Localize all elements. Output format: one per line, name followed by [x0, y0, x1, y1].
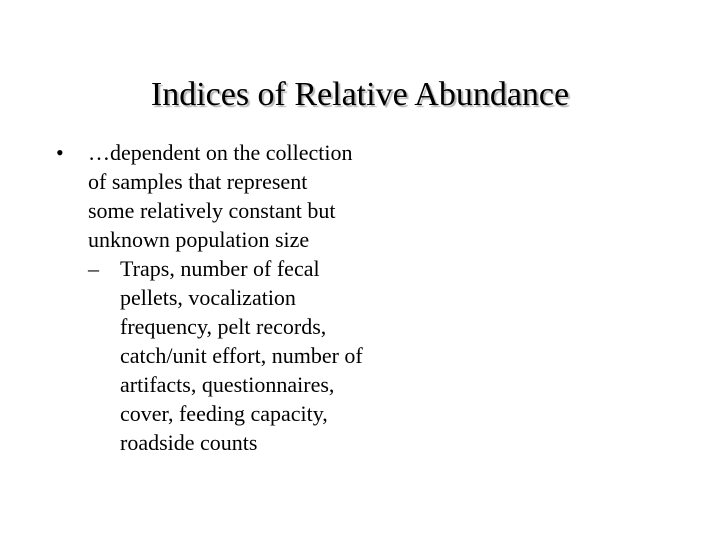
dash-marker: – [88, 256, 99, 281]
bullet-list [56, 138, 396, 457]
bullet-item-level-1 [56, 138, 396, 254]
bullet-marker: • [56, 140, 64, 165]
bullet-item-level-2 [88, 254, 396, 457]
slide-title: Indices of Relative Abundance [150, 76, 570, 113]
bullet-text: …dependent on the collection of samples that represent some relatively constant but unknown population size [88, 140, 353, 252]
sub-bullet-text: Traps, number of fecal pellets, vocalization frequency, pelt records, catch/unit effort, number of artifacts, questionnaires, cover, feeding capacity, roadside counts [120, 256, 363, 455]
